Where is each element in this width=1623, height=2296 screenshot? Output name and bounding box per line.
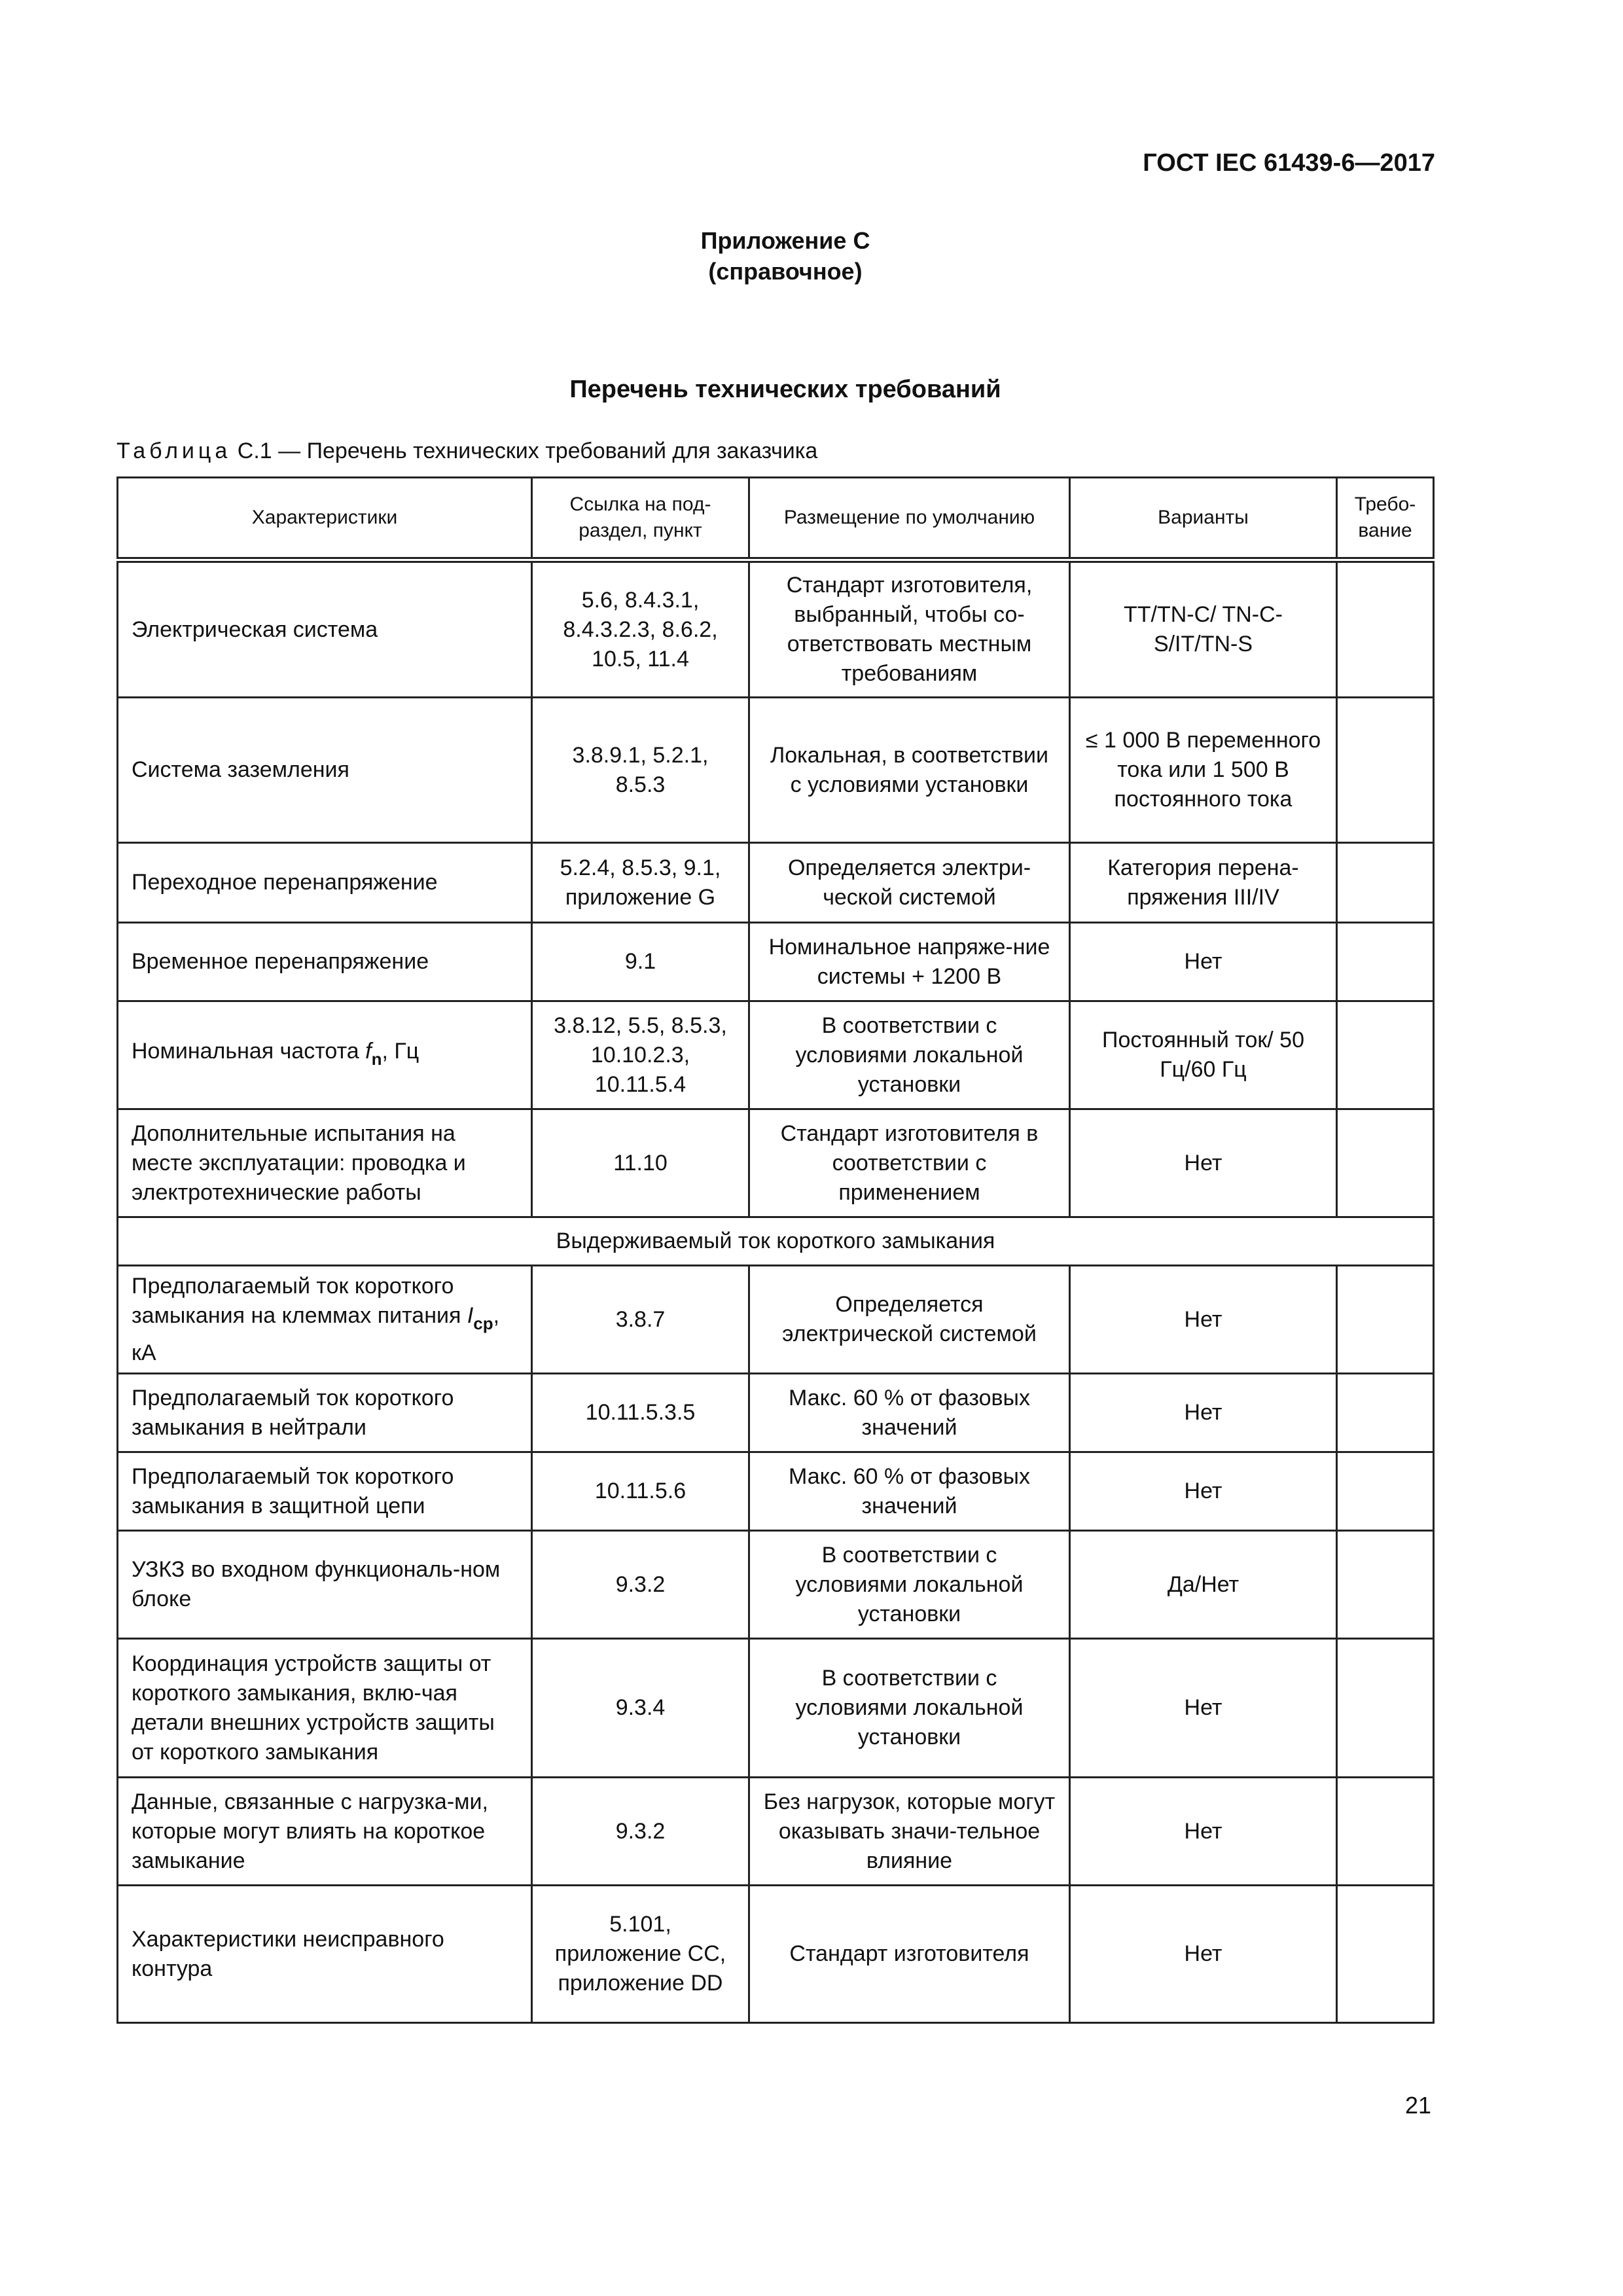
header-reference: Ссылка на под-раздел, пункт: [532, 478, 749, 560]
cell-default: В соответствии с условиями локальной установки: [749, 1001, 1070, 1109]
table-row: [118, 560, 1434, 698]
frequency-symbol: f: [365, 1038, 372, 1064]
table-row: [118, 1452, 1434, 1531]
appendix-subtitle: (справочное): [708, 258, 863, 285]
header-options: Варианты: [1070, 478, 1337, 560]
cell-requirement: [1337, 1374, 1434, 1452]
characteristic-text: Предполагаемый ток короткого замыкания на клеммах питания: [132, 1273, 467, 1328]
cell-characteristic: Временное перенапряжение: [118, 923, 532, 1001]
frequency-subscript: n: [371, 1049, 382, 1069]
section-title: Перечень технических требований: [569, 376, 1001, 403]
cell-default: В соответствии с условиями локальной установки: [749, 1531, 1070, 1639]
appendix-heading: [0, 225, 1571, 287]
table-row: [118, 1531, 1434, 1639]
cell-reference: 3.8.7: [532, 1266, 749, 1374]
cell-requirement: [1337, 698, 1434, 843]
cell-options: ≤ 1 000 В переменного тока или 1 500 В постоянного тока: [1070, 698, 1337, 843]
page-number: 21: [1404, 2092, 1431, 2119]
cell-reference: 9.3.4: [532, 1639, 749, 1778]
cell-requirement: [1337, 843, 1434, 923]
cell-reference: 5.101, приложение СС, приложение DD: [532, 1886, 749, 2023]
cell-options: Нет: [1070, 1109, 1337, 1217]
table-row: [118, 1266, 1434, 1374]
cell-default: Макс. 60 % от фазовых значений: [749, 1452, 1070, 1531]
cell-options: Нет: [1070, 923, 1337, 1001]
caption-label: Таблица: [116, 439, 232, 463]
header-characteristics: Характеристики: [118, 478, 532, 560]
cell-characteristic: [118, 1266, 532, 1374]
cell-options: Категория перена-пряжения III/IV: [1070, 843, 1337, 923]
table-row: [118, 1886, 1434, 2023]
table-row: [118, 1109, 1434, 1217]
cell-characteristic: Дополнительные испытания на месте эксплуатации: проводка и электротехнические работы: [118, 1109, 532, 1217]
cell-requirement: [1337, 1886, 1434, 2023]
cell-options: Нет: [1070, 1778, 1337, 1886]
cell-reference: 9.1: [532, 923, 749, 1001]
cell-options: Нет: [1070, 1452, 1337, 1531]
cell-characteristic: Предполагаемый ток короткого замыкания в защитной цепи: [118, 1452, 532, 1531]
requirements-table: [116, 476, 1435, 2024]
document-code: ГОСТ IEC 61439-6—2017: [1143, 149, 1435, 177]
cell-characteristic: [118, 1001, 532, 1109]
cell-characteristic: УЗКЗ во входном функциональ-ном блоке: [118, 1531, 532, 1639]
group-label: Выдерживаемый ток короткого замыкания: [118, 1217, 1434, 1266]
cell-reference: 5.6, 8.4.3.1, 8.4.3.2.3, 8.6.2, 10.5, 11.4: [532, 560, 749, 698]
cell-requirement: [1337, 1001, 1434, 1109]
cell-requirement: [1337, 1109, 1434, 1217]
cell-characteristic: Координация устройств защиты от короткого замыкания, вклю-чая детали внешних устройств защиты от короткого замыкания: [118, 1639, 532, 1778]
appendix-title: Приложение С: [700, 227, 870, 254]
characteristic-text: Номинальная частота: [132, 1038, 366, 1064]
header-requirement: Требо-вание: [1337, 478, 1434, 560]
cell-characteristic: Данные, связанные с нагрузка-ми, которые могут влиять на короткое замыкание: [118, 1778, 532, 1886]
cell-default: Стандарт изготовителя, выбранный, чтобы со-ответствовать местным требованиям: [749, 560, 1070, 698]
cell-characteristic: Переходное перенапряжение: [118, 843, 532, 923]
caption-number: С.1: [237, 439, 272, 463]
cell-options: Да/Нет: [1070, 1531, 1337, 1639]
table-row: [118, 1639, 1434, 1778]
current-subscript: cp: [473, 1313, 493, 1333]
cell-characteristic: Система заземления: [118, 698, 532, 843]
cell-requirement: [1337, 1452, 1434, 1531]
table-row: [118, 698, 1434, 843]
caption-text: — Перечень технических требований для заказчика: [272, 439, 818, 463]
cell-options: Нет: [1070, 1266, 1337, 1374]
cell-default: Стандарт изготовителя: [749, 1886, 1070, 2023]
table-row: [118, 1778, 1434, 1886]
cell-requirement: [1337, 1639, 1434, 1778]
cell-default: Без нагрузок, которые могут оказывать значи-тельное влияние: [749, 1778, 1070, 1886]
cell-requirement: [1337, 1266, 1434, 1374]
cell-options: Нет: [1070, 1374, 1337, 1452]
cell-requirement: [1337, 1778, 1434, 1886]
cell-requirement: [1337, 923, 1434, 1001]
cell-requirement: [1337, 560, 1434, 698]
table-row: [118, 1001, 1434, 1109]
cell-characteristic: Характеристики неисправного контура: [118, 1886, 532, 2023]
table-row: [118, 843, 1434, 923]
characteristic-unit: , Гц: [382, 1038, 419, 1064]
cell-reference: 10.11.5.3.5: [532, 1374, 749, 1452]
cell-reference: 5.2.4, 8.5.3, 9.1, приложение G: [532, 843, 749, 923]
cell-requirement: [1337, 1531, 1434, 1639]
cell-reference: 10.11.5.6: [532, 1452, 749, 1531]
cell-characteristic: Электрическая система: [118, 560, 532, 698]
group-row: [118, 1217, 1434, 1266]
cell-default: В соответствии с условиями локальной установки: [749, 1639, 1070, 1778]
cell-default: Локальная, в соответствии с условиями установки: [749, 698, 1070, 843]
cell-reference: 9.3.2: [532, 1531, 749, 1639]
cell-default: Определяется электри-ческой системой: [749, 843, 1070, 923]
table-caption: [116, 439, 817, 464]
cell-reference: 11.10: [532, 1109, 749, 1217]
cell-options: Постоянный ток/ 50 Гц/60 Гц: [1070, 1001, 1337, 1109]
table-row: [118, 1374, 1434, 1452]
cell-default: Стандарт изготовителя в соответствии с применением: [749, 1109, 1070, 1217]
cell-characteristic: Предполагаемый ток короткого замыкания в нейтрали: [118, 1374, 532, 1452]
table-header-row: [118, 478, 1434, 560]
cell-default: Номинальное напряже-ние системы + 1200 В: [749, 923, 1070, 1001]
cell-options: Нет: [1070, 1886, 1337, 2023]
characteristic-unit: , кА: [132, 1302, 500, 1365]
table-row: [118, 923, 1434, 1001]
cell-reference: 3.8.9.1, 5.2.1, 8.5.3: [532, 698, 749, 843]
current-symbol: I: [467, 1302, 474, 1328]
cell-default: Определяется электрической системой: [749, 1266, 1070, 1374]
cell-reference: 9.3.2: [532, 1778, 749, 1886]
cell-options: ТТ/TN-C/ TN-C-S/IT/TN-S: [1070, 560, 1337, 698]
cell-options: Нет: [1070, 1639, 1337, 1778]
cell-default: Макс. 60 % от фазовых значений: [749, 1374, 1070, 1452]
header-default: Размещение по умолчанию: [749, 478, 1070, 560]
cell-reference: 3.8.12, 5.5, 8.5.3, 10.10.2.3, 10.11.5.4: [532, 1001, 749, 1109]
